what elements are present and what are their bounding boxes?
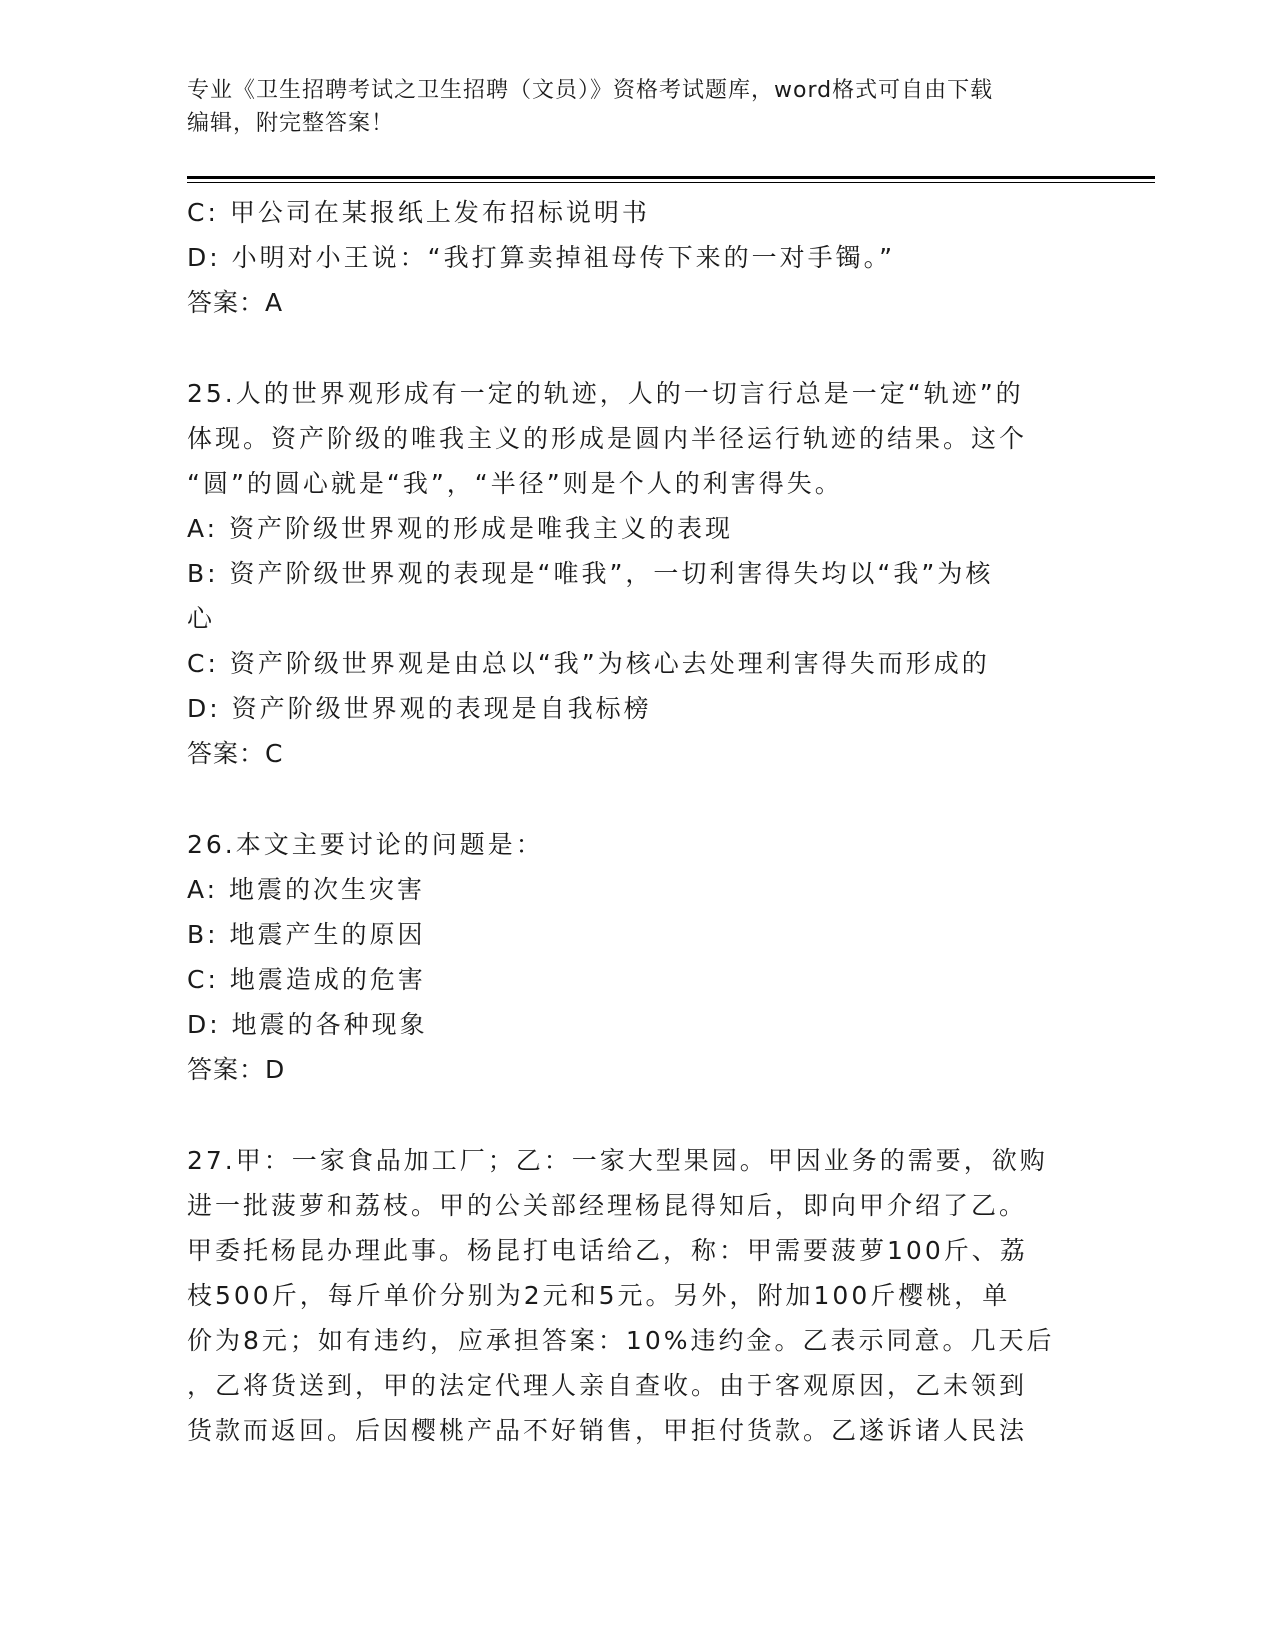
q25-option-b-line-2: 心 — [187, 604, 216, 633]
document-header — [187, 74, 1067, 140]
q24-option-c: C: 甲公司在某报纸上发布招标说明书 — [187, 198, 650, 227]
q25-stem-line-1: 25.人的世界观形成有一定的轨迹，人的一切言行总是一定“轨迹”的 — [187, 379, 1024, 408]
q27-stem-line-3: 甲委托杨昆办理此事。杨昆打电话给乙，称：甲需要菠萝100斤、荔 — [187, 1236, 1028, 1265]
q27-stem-line-6: ，乙将货送到，甲的法定代理人亲自查收。由于客观原因，乙未领到 — [187, 1371, 1028, 1400]
q26-answer: 答案：D — [187, 1055, 286, 1084]
q24-answer: 答案：A — [187, 288, 284, 317]
q25-option-a: A: 资产阶级世界观的形成是唯我主义的表现 — [187, 514, 734, 543]
q27-stem-line-7: 货款而返回。后因樱桃产品不好销售，甲拒付货款。乙遂诉诸人民法 — [187, 1416, 1028, 1445]
q27-stem-line-4: 枝500斤，每斤单价分别为2元和5元。另外，附加100斤樱桃，单 — [187, 1281, 1011, 1310]
q27-stem-line-5: 价为8元；如有违约，应承担答案：10%违约金。乙表示同意。几天后 — [187, 1326, 1055, 1355]
document-body — [187, 190, 1087, 1453]
q26-option-d: D: 地震的各种现象 — [187, 1010, 428, 1039]
q25-option-d: D: 资产阶级世界观的表现是自我标榜 — [187, 694, 652, 723]
header-line-1: 专业《卫生招聘考试之卫生招聘（文员）》资格考试题库，word格式可自由下载 — [187, 78, 994, 103]
header-line-2: 编辑，附完整答案！ — [187, 111, 395, 136]
q26-stem: 26.本文主要讨论的问题是： — [187, 830, 544, 859]
q25-stem-line-2: 体现。资产阶级的唯我主义的形成是圆内半径运行轨迹的结果。这个 — [187, 424, 1028, 453]
q27-stem-line-2: 进一批菠萝和荔枝。甲的公关部经理杨昆得知后，即向甲介绍了乙。 — [187, 1191, 1028, 1220]
q25-answer: 答案：C — [187, 739, 284, 768]
q26-option-b: B: 地震产生的原因 — [187, 920, 426, 949]
q24-option-d: D: 小明对小王说：“我打算卖掉祖母传下来的一对手镯。” — [187, 243, 896, 272]
spacer — [187, 1092, 1087, 1138]
q25-option-b-line-1: B: 资产阶级世界观的表现是“唯我”，一切利害得失均以“我”为核 — [187, 559, 994, 588]
q26-option-a: A: 地震的次生灾害 — [187, 875, 426, 904]
q25-option-c: C: 资产阶级世界观是由总以“我”为核心去处理利害得失而形成的 — [187, 649, 990, 678]
q26-option-c: C: 地震造成的危害 — [187, 965, 426, 994]
spacer — [187, 325, 1087, 371]
header-rule-thick — [187, 176, 1155, 179]
spacer — [187, 776, 1087, 822]
q25-stem-line-3: “圆”的圆心就是“我”，“半径”则是个人的利害得失。 — [187, 469, 843, 498]
header-rule-thin — [187, 182, 1155, 183]
q27-stem-line-1: 27.甲：一家食品加工厂；乙：一家大型果园。甲因业务的需要，欲购 — [187, 1146, 1048, 1175]
